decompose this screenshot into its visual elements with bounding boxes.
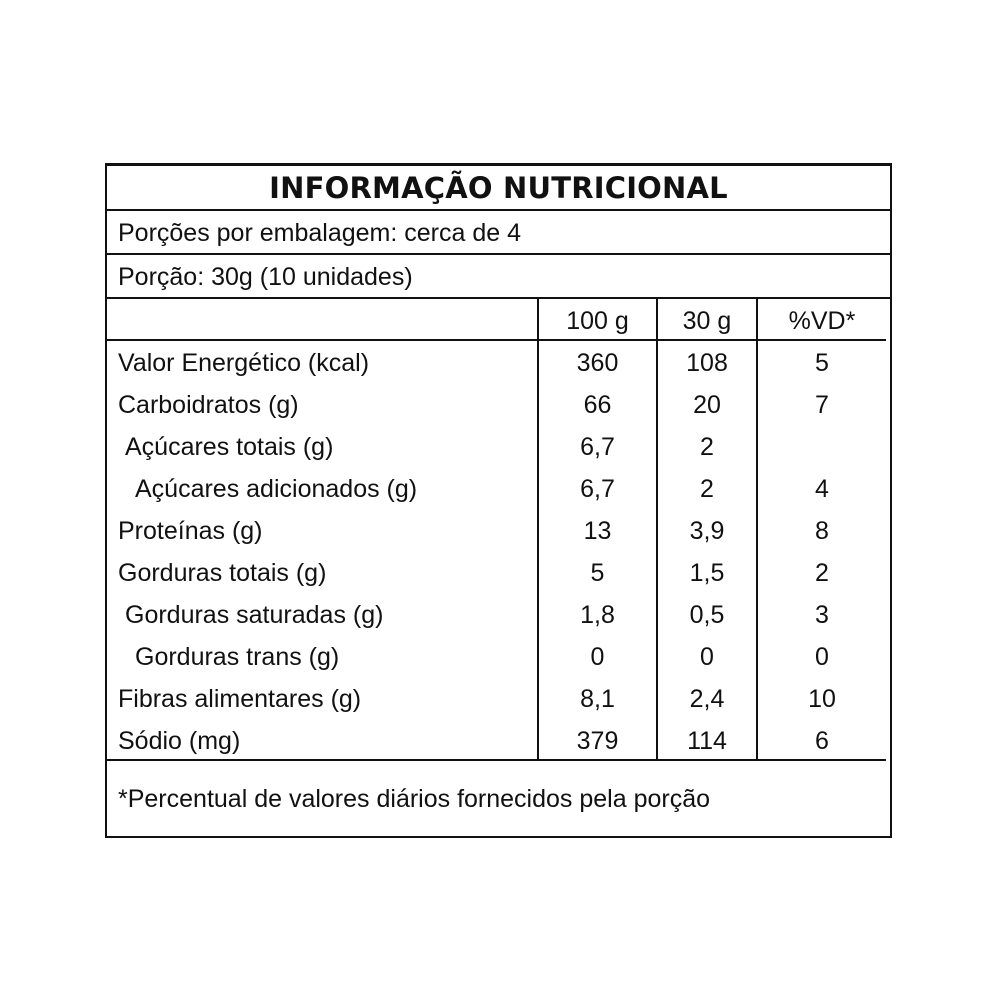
fiber-portion: 2,4	[656, 677, 756, 719]
nutrient-label-trans-fat: Gorduras trans (g)	[135, 643, 340, 671]
sodium-dv: 6	[756, 719, 886, 761]
added-sugars-100g: 6,7	[537, 467, 656, 509]
trans-fat-dv: 0	[756, 635, 886, 677]
total-sugars-portion: 2	[656, 425, 756, 467]
added-sugars-dv: 4	[756, 467, 886, 509]
servings-per-package: Porções por embalagem: cerca de 4	[107, 211, 890, 255]
nutrient-label-proteins: Proteínas (g)	[118, 517, 263, 545]
total-fat-portion: 1,5	[656, 551, 756, 593]
nutrient-label-total-sugars: Açúcares totais (g)	[125, 433, 334, 461]
nutrient-grid	[107, 299, 890, 761]
energy-100g: 360	[537, 341, 656, 383]
added-sugars-portion: 2	[656, 467, 756, 509]
carbohydrates-portion: 20	[656, 383, 756, 425]
column-header-portion: 30 g	[656, 299, 756, 341]
fiber-dv: 10	[756, 677, 886, 719]
footnote: *Percentual de valores diários fornecidos pela porção	[118, 785, 711, 813]
nutrient-label-saturated-fat: Gorduras saturadas (g)	[125, 601, 384, 629]
sodium-portion: 114	[656, 719, 756, 761]
header-blank-cell	[107, 299, 537, 341]
proteins-dv: 8	[756, 509, 886, 551]
energy-dv: 5	[756, 341, 886, 383]
serving-size: Porção: 30g (10 unidades)	[107, 255, 890, 299]
table-title: INFORMAÇÃO NUTRICIONAL	[107, 166, 890, 211]
total-sugars-dv	[756, 425, 886, 467]
saturated-fat-portion: 0,5	[656, 593, 756, 635]
total-fat-100g: 5	[537, 551, 656, 593]
nutrient-label-sodium: Sódio (mg)	[107, 719, 537, 761]
energy-portion: 108	[656, 341, 756, 383]
carbohydrates-100g: 66	[537, 383, 656, 425]
total-fat-dv: 2	[756, 551, 886, 593]
fiber-100g: 8,1	[537, 677, 656, 719]
saturated-fat-dv: 3	[756, 593, 886, 635]
column-header-100g: 100 g	[537, 299, 656, 341]
sodium-100g: 379	[537, 719, 656, 761]
nutrient-label-energy: Valor Energético (kcal)	[118, 349, 370, 377]
nutrient-label-carbohydrates: Carboidratos (g)	[118, 391, 299, 419]
total-sugars-100g: 6,7	[537, 425, 656, 467]
saturated-fat-100g: 1,8	[537, 593, 656, 635]
nutrient-label-total-fat: Gorduras totais (g)	[118, 559, 327, 587]
carbohydrates-dv: 7	[756, 383, 886, 425]
nutrient-label-added-sugars: Açúcares adicionados (g)	[135, 475, 418, 503]
nutrient-label-fiber: Fibras alimentares (g)	[118, 685, 362, 713]
column-header-daily-value: %VD*	[756, 299, 886, 341]
nutrition-facts-table	[105, 163, 892, 838]
proteins-100g: 13	[537, 509, 656, 551]
trans-fat-portion: 0	[656, 635, 756, 677]
trans-fat-100g: 0	[537, 635, 656, 677]
proteins-portion: 3,9	[656, 509, 756, 551]
